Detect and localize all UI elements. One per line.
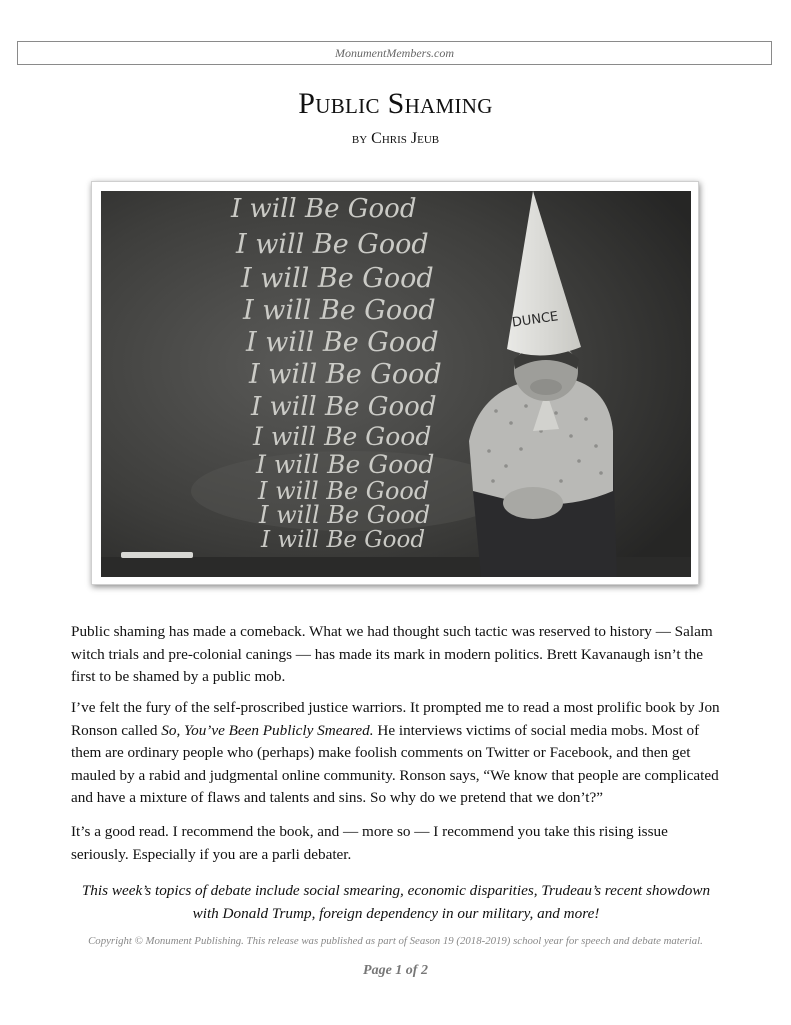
copyright-notice: Copyright © Monument Publishing. This release was published as part of Season 19 (2018-2019) school year for speech and debate material. — [88, 935, 703, 947]
chalk-line: I will Be Good — [258, 477, 430, 505]
dunce-boy-photo — [101, 191, 691, 577]
paragraph-2-intro: I’ve felt the fury of the self-proscribed justice warriors. It prompted me to read a most prolific book by Jon Ronson called — [71, 699, 720, 739]
site-header-box — [17, 41, 772, 65]
article-photo — [91, 181, 699, 585]
chalk-line: I will Be Good — [261, 527, 426, 553]
article-byline: by Chris Jeub — [351, 130, 440, 147]
site-name: MonumentMembers.com — [335, 45, 454, 60]
topics-callout: This week’s topics of debate include social smearing, economic disparities, Trudeau’s recent showdown with Donald Trump, foreign dependency in our military, and more! — [81, 882, 711, 922]
book-title: So, You’ve Been Publicly Smeared. — [161, 721, 374, 739]
article-paragraph-1: Public shaming has made a comeback. What we had thought such tactic was reserved to history — Salam witch trials and pre-colonial canings — has made its mark in modern politics. Brett Kavanaugh isn’t the first to be shamed by a public mob. — [71, 623, 713, 685]
chalk-line: I will Be Good — [251, 392, 437, 422]
chalk-line: I will Be Good — [253, 422, 432, 451]
chalk-line: I will Be Good — [246, 327, 439, 358]
chalk-line: I will Be Good — [249, 359, 442, 390]
paragraph-2-body: He interviews victims of social media mobs. Most of them are ordinary people who (perhaps) make foolish comments on Twitter or Facebook, and then get mauled by a rabid and judgmental online community. Ronson says, “We know that people are complicated and have a mixture of flaws and talents and sins. So why do we pretend that we don’t?” — [71, 721, 719, 806]
chalk-line: I will Be Good — [243, 295, 436, 326]
dunce-label: DUNCE — [511, 309, 560, 331]
article-paragraph-2 — [71, 697, 721, 810]
chalk-line: I will Be Good — [259, 501, 431, 529]
chalk-stick — [121, 552, 193, 558]
chalk-line: I will Be Good — [231, 194, 417, 224]
page-indicator: Page 1 of 2 — [363, 963, 428, 978]
chalk-writing — [230, 194, 442, 553]
chalk-line: I will Be Good — [236, 229, 429, 260]
article-title: Public Shaming — [298, 87, 493, 120]
article-paragraph-3: It’s a good read. I recommend the book, and — more so — I recommend you take this rising issue seriously. Especially if you are a parli debater. — [71, 823, 668, 863]
chalk-line: I will Be Good — [241, 263, 434, 294]
chalk-line: I will Be Good — [256, 450, 435, 479]
